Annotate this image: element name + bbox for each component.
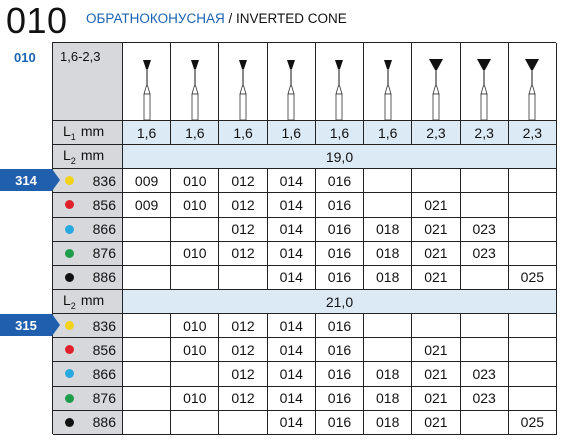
length-letter: L xyxy=(63,292,71,309)
size-cell: 012 xyxy=(219,242,267,266)
size-cell: 009 xyxy=(123,193,171,217)
bur-image-cell xyxy=(219,43,267,121)
inverted-cone-bur-icon xyxy=(329,58,349,120)
size-cell: 023 xyxy=(461,242,509,266)
size-cell xyxy=(123,218,171,242)
size-cell: 016 xyxy=(316,169,364,193)
size-cell xyxy=(123,387,171,411)
size-cell xyxy=(219,266,267,290)
size-cell: 014 xyxy=(268,411,316,435)
size-cell: 021 xyxy=(412,242,460,266)
size-cell xyxy=(461,338,509,362)
size-cell xyxy=(412,314,460,338)
size-cell: 009 xyxy=(123,169,171,193)
length-subscript: 2 xyxy=(70,300,76,311)
size-cell: 023 xyxy=(461,362,509,386)
size-cell xyxy=(461,169,509,193)
size-cell: 021 xyxy=(412,411,460,435)
size-cell xyxy=(364,169,412,193)
grit-code: 836 xyxy=(92,317,116,334)
grit-color-dot-icon xyxy=(65,176,74,185)
size-cell xyxy=(509,193,557,217)
length-label xyxy=(63,292,104,311)
size-cell: 021 xyxy=(412,338,460,362)
grit-label-cell xyxy=(53,266,123,290)
size-cell xyxy=(461,193,509,217)
length-subscript: 2 xyxy=(70,156,76,167)
size-cell xyxy=(509,387,557,411)
size-cell: 021 xyxy=(412,218,460,242)
grit-code: 856 xyxy=(92,341,116,358)
size-cell: 014 xyxy=(268,387,316,411)
inverted-cone-bur-icon xyxy=(378,58,398,120)
size-cell: 010 xyxy=(171,338,219,362)
length-unit: mm xyxy=(80,123,105,140)
product-title xyxy=(86,11,347,26)
size-cell xyxy=(461,314,509,338)
size-cell: 016 xyxy=(316,218,364,242)
size-cell: 014 xyxy=(268,266,316,290)
inverted-cone-bur-icon xyxy=(233,58,253,120)
size-cell: 010 xyxy=(171,314,219,338)
size-cell xyxy=(123,362,171,386)
size-cell xyxy=(461,411,509,435)
shank-code-badge: 314 xyxy=(0,169,52,191)
size-cell: 012 xyxy=(219,387,267,411)
size-cell xyxy=(171,266,219,290)
bur-image-cell xyxy=(171,43,219,121)
size-cell: 016 xyxy=(316,266,364,290)
size-cell: 016 xyxy=(316,387,364,411)
size-cell xyxy=(509,242,557,266)
size-cell: 012 xyxy=(219,193,267,217)
size-cell: 012 xyxy=(219,338,267,362)
length-subscript: 1 xyxy=(70,131,76,142)
grit-color-dot-icon xyxy=(65,200,74,209)
inverted-cone-bur-icon xyxy=(426,58,446,120)
l1-value-cell: 1,6 xyxy=(219,121,267,145)
size-cell: 021 xyxy=(412,387,460,411)
size-cell xyxy=(123,314,171,338)
l2-value-cell: 21,0 xyxy=(123,290,557,314)
l1-value-cell: 2,3 xyxy=(509,121,557,145)
l1-value-cell: 1,6 xyxy=(316,121,364,145)
l1-value-cell: 2,3 xyxy=(461,121,509,145)
size-cell: 018 xyxy=(364,242,412,266)
inverted-cone-bur-icon xyxy=(137,58,157,120)
grit-code: 886 xyxy=(92,414,116,431)
grit-label-cell xyxy=(53,242,123,266)
title-english: INVERTED CONE xyxy=(236,11,347,26)
length-unit: mm xyxy=(80,292,105,309)
size-cell xyxy=(364,193,412,217)
size-cell: 016 xyxy=(316,193,364,217)
grit-color-dot-icon xyxy=(65,249,74,258)
title-russian: ОБРАТНОКОНУСНАЯ xyxy=(86,11,225,26)
size-cell: 014 xyxy=(268,218,316,242)
size-cell xyxy=(509,314,557,338)
l2-value-cell: 19,0 xyxy=(123,145,557,169)
size-cell: 016 xyxy=(316,242,364,266)
size-cell xyxy=(171,218,219,242)
size-cell: 018 xyxy=(364,362,412,386)
size-cell: 023 xyxy=(461,218,509,242)
size-cell xyxy=(123,242,171,266)
grit-color-dot-icon xyxy=(65,394,74,403)
length-label xyxy=(63,123,104,142)
grit-label-cell xyxy=(53,362,123,386)
size-cell: 018 xyxy=(364,411,412,435)
grit-code: 876 xyxy=(92,390,116,407)
size-cell: 016 xyxy=(316,314,364,338)
grit-code: 866 xyxy=(92,365,116,382)
length-unit: mm xyxy=(80,147,105,164)
size-cell xyxy=(364,314,412,338)
grit-label-cell xyxy=(53,218,123,242)
size-cell: 016 xyxy=(316,338,364,362)
grit-label-cell xyxy=(53,314,123,338)
size-cell xyxy=(171,362,219,386)
bur-image-cell xyxy=(509,43,557,121)
size-cell xyxy=(364,338,412,362)
bur-image-cell xyxy=(268,43,316,121)
grit-code: 856 xyxy=(92,196,116,213)
grit-label-cell xyxy=(53,193,123,217)
size-cell: 012 xyxy=(219,169,267,193)
l1-value-cell: 1,6 xyxy=(268,121,316,145)
size-cell: 014 xyxy=(268,362,316,386)
size-cell: 021 xyxy=(412,266,460,290)
size-cell xyxy=(412,169,460,193)
size-cell: 025 xyxy=(509,411,557,435)
size-cell: 010 xyxy=(171,242,219,266)
grit-label-cell xyxy=(53,411,123,435)
title-separator: / xyxy=(228,11,233,26)
size-cell: 014 xyxy=(268,169,316,193)
size-cell: 014 xyxy=(268,314,316,338)
grit-color-dot-icon xyxy=(65,369,74,378)
grit-code: 886 xyxy=(92,269,116,286)
size-cell: 021 xyxy=(412,193,460,217)
size-cell: 021 xyxy=(412,362,460,386)
grit-label-cell xyxy=(53,169,123,193)
grit-color-dot-icon xyxy=(65,418,74,427)
l2-label-cell xyxy=(53,290,123,314)
size-cell: 012 xyxy=(219,362,267,386)
bur-image-cell xyxy=(461,43,509,121)
size-cell xyxy=(171,411,219,435)
product-table xyxy=(52,42,556,434)
inverted-cone-bur-icon xyxy=(474,58,494,120)
inverted-cone-bur-icon xyxy=(185,58,205,120)
size-cell: 014 xyxy=(268,338,316,362)
size-cell: 014 xyxy=(268,193,316,217)
size-cell: 018 xyxy=(364,218,412,242)
size-range-cell: 1,6-2,3 xyxy=(53,43,123,121)
size-cell: 010 xyxy=(171,169,219,193)
shape-code: 010 xyxy=(14,50,36,65)
bur-image-cell xyxy=(316,43,364,121)
size-cell xyxy=(509,169,557,193)
l1-value-cell: 1,6 xyxy=(171,121,219,145)
grit-color-dot-icon xyxy=(65,321,74,330)
size-cell: 016 xyxy=(316,411,364,435)
size-cell xyxy=(123,338,171,362)
l1-value-cell: 1,6 xyxy=(364,121,412,145)
size-cell xyxy=(123,411,171,435)
bur-image-cell xyxy=(412,43,460,121)
l1-label-cell xyxy=(53,121,123,145)
size-cell: 025 xyxy=(509,266,557,290)
size-cell: 010 xyxy=(171,387,219,411)
size-cell: 018 xyxy=(364,387,412,411)
length-letter: L xyxy=(63,147,71,164)
bur-image-cell xyxy=(364,43,412,121)
size-cell: 010 xyxy=(171,193,219,217)
grit-label-cell xyxy=(53,387,123,411)
size-cell xyxy=(219,411,267,435)
bur-image-cell xyxy=(123,43,171,121)
size-cell: 012 xyxy=(219,314,267,338)
inverted-cone-bur-icon xyxy=(281,58,301,120)
shank-code-badge: 315 xyxy=(0,314,52,336)
size-cell: 016 xyxy=(316,362,364,386)
size-cell xyxy=(461,266,509,290)
l1-value-cell: 2,3 xyxy=(412,121,460,145)
l2-label-cell xyxy=(53,145,123,169)
size-cell: 012 xyxy=(219,218,267,242)
grit-code: 836 xyxy=(92,172,116,189)
grit-code: 876 xyxy=(92,245,116,262)
grit-label-cell xyxy=(53,338,123,362)
size-cell: 014 xyxy=(268,242,316,266)
grit-color-dot-icon xyxy=(65,345,74,354)
length-letter: L xyxy=(63,123,71,140)
grit-color-dot-icon xyxy=(65,273,74,282)
size-cell xyxy=(123,266,171,290)
inverted-cone-bur-icon xyxy=(522,58,542,120)
size-cell: 023 xyxy=(461,387,509,411)
grit-code: 866 xyxy=(92,221,116,238)
length-label xyxy=(63,147,104,166)
size-cell xyxy=(509,218,557,242)
size-cell xyxy=(509,338,557,362)
size-cell xyxy=(509,362,557,386)
grit-color-dot-icon xyxy=(65,225,74,234)
product-code: 010 xyxy=(6,0,68,41)
size-cell: 018 xyxy=(364,266,412,290)
l1-value-cell: 1,6 xyxy=(123,121,171,145)
